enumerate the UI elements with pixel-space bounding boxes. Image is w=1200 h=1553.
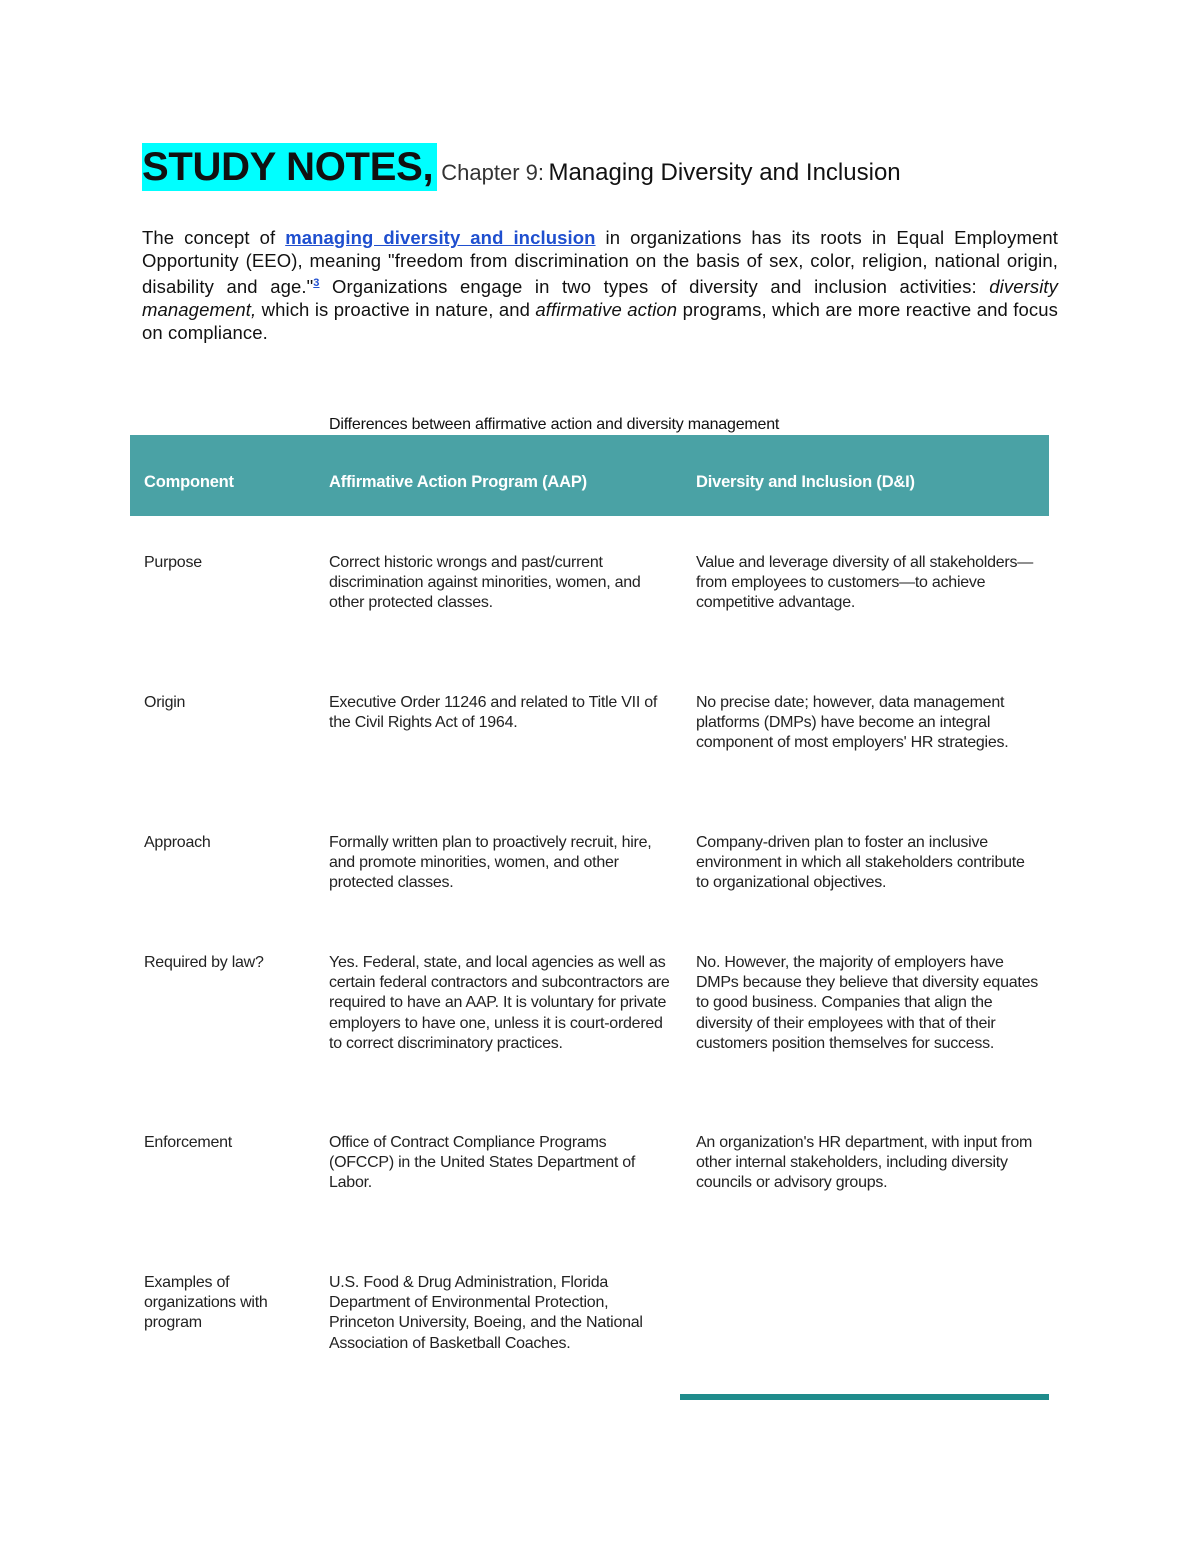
- row-dni: No precise date; however, data management platforms (DMPs) have become an integral component of most employers' HR strategies.: [696, 694, 1009, 752]
- row-component: Examples of organizations with program: [144, 1274, 268, 1332]
- term-diversity-management: diversity management,: [142, 276, 1058, 320]
- chapter-label: Chapter 9:: [441, 160, 544, 185]
- intro-text-activities: Organizations engage in two types of diversity and inclusion activities:: [319, 276, 990, 298]
- row-aap: Correct historic wrongs and past/current discrimination against minorities, women, and other protected classes.: [329, 554, 641, 612]
- row-component: Origin: [144, 694, 186, 711]
- chapter-subject: Managing Diversity and Inclusion: [548, 159, 901, 186]
- bottom-divider: [680, 1394, 1049, 1400]
- term-affirmative-action: affirmative action: [535, 298, 678, 320]
- row-aap: Formally written plan to proactively recruit, hire, and promote minorities, women, and other protected classes.: [329, 834, 652, 892]
- study-notes-heading: STUDY NOTES,: [142, 143, 437, 191]
- table-caption: Differences between affirmative action and diversity management: [329, 416, 780, 433]
- managing-diversity-link[interactable]: managing diversity and inclusion: [285, 227, 596, 248]
- intro-paragraph: [142, 227, 1058, 344]
- header-component: Component: [144, 473, 234, 491]
- row-aap: Yes. Federal, state, and local agencies as well as certain federal contractors and subcontractors are required to have an AAP. It is voluntary for private employers to have one, unless it is court-ordered to correct discriminatory practices.: [329, 954, 670, 1052]
- intro-text-proactive: which is proactive in nature, and: [256, 298, 536, 320]
- intro-text-start: The concept of: [142, 227, 286, 248]
- row-aap: Office of Contract Compliance Programs (OFCCP) in the United States Department of Labor.: [329, 1134, 636, 1192]
- page-title: [142, 143, 901, 193]
- intro-text-eeo: in organizations has its roots in Equal Employment Opportunity (EEO), meaning "freedom from discrimination on the basis of sex, color, religion, national origin, disability and age.": [142, 227, 1058, 298]
- row-dni: Value and leverage diversity of all stakeholders—from employees to customers—to achieve competitive advantage.: [696, 554, 1033, 612]
- footnote-link[interactable]: 3: [313, 277, 320, 290]
- row-aap: Executive Order 11246 and related to Title VII of the Civil Rights Act of 1964.: [329, 694, 658, 732]
- header-aap: Affirmative Action Program (AAP): [329, 473, 587, 491]
- intro-text-end: programs, which are more reactive and focus on compliance.: [142, 298, 1058, 343]
- row-component: Enforcement: [144, 1134, 232, 1151]
- row-component: Approach: [144, 834, 211, 851]
- row-dni: No. However, the majority of employers have DMPs because they believe that diversity equates to good business. Companies that align the diversity of their employees with that of their customers position themselves for success.: [696, 954, 1038, 1052]
- table-header: [130, 435, 1049, 516]
- row-component: Purpose: [144, 554, 202, 571]
- row-dni: An organization's HR department, with input from other internal stakeholders, including diversity councils or advisory groups.: [696, 1134, 1033, 1192]
- row-component: Required by law?: [144, 954, 264, 971]
- row-aap: U.S. Food & Drug Administration, Florida Department of Environmental Protection, Princeton University, Boeing, and the National Association of Basketball Coaches.: [329, 1274, 643, 1352]
- row-dni: Company-driven plan to foster an inclusive environment in which all stakeholders contribute to organizational objectives.: [696, 834, 1025, 892]
- header-dni: Diversity and Inclusion (D&I): [696, 473, 915, 491]
